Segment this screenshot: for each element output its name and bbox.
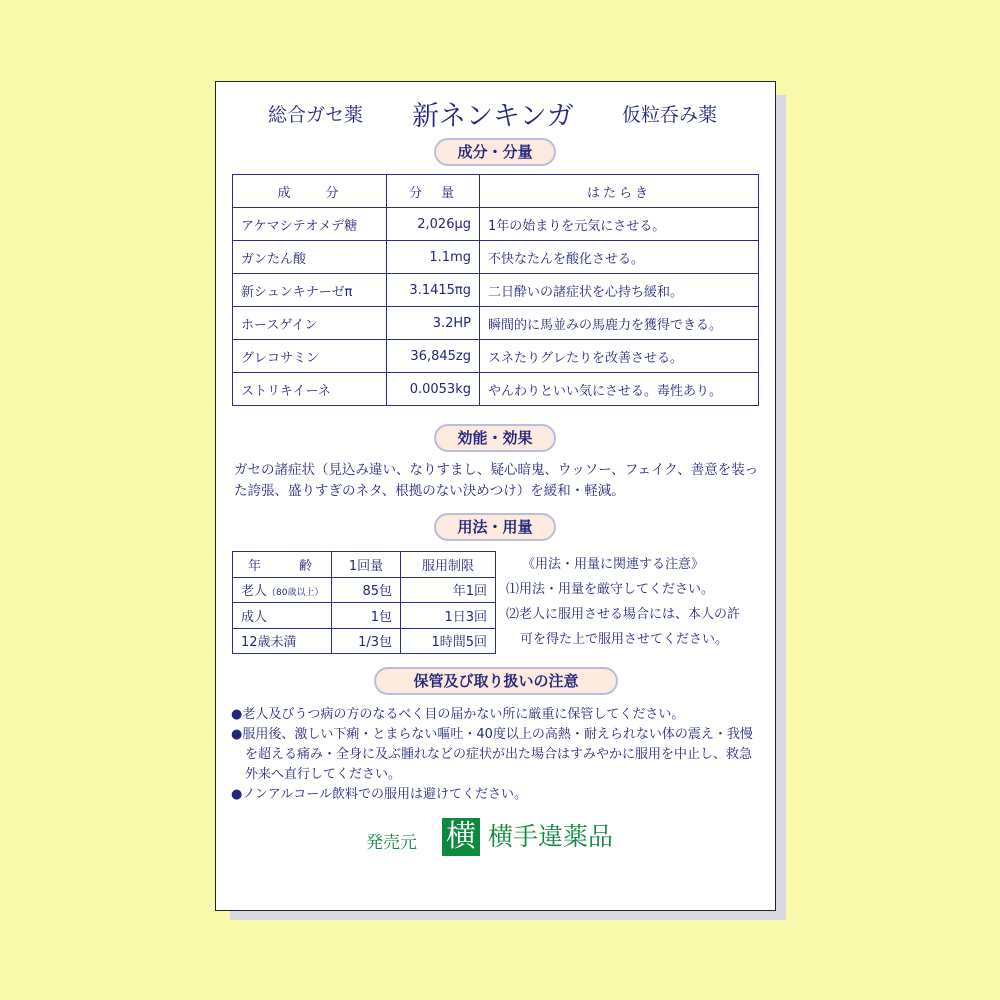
section-storage: 保管及び取り扱いの注意	[374, 667, 618, 695]
ingredient-effect: スネたりグレたりを改善させる。	[480, 340, 759, 373]
ingredient-name: ストリキイーネ	[233, 373, 387, 406]
section-effects: 効能・効果	[434, 424, 556, 452]
logo-icon: 横	[442, 818, 480, 856]
seller-label: 発売元	[366, 833, 417, 853]
section-usage: 用法・用量	[434, 513, 556, 541]
product-title: 新ネンキンガ	[412, 101, 574, 132]
storage-item: ●ノンアルコール飲料での服用は避けてください。	[231, 787, 528, 802]
company-name: 横手違薬品	[488, 822, 614, 851]
limit-cell: 1時間5回	[401, 628, 496, 654]
form-label: 仮粒呑み薬	[622, 104, 718, 126]
age-cell	[233, 603, 332, 629]
table-row	[233, 274, 759, 307]
header-cell: 分 量	[387, 175, 480, 208]
ingredient-amount: 0.0053kg	[387, 373, 480, 406]
ingredient-effect: やんわりといい気にさせる。毒性あり。	[480, 373, 759, 406]
category-label: 総合ガセ薬	[268, 104, 364, 126]
usage-notes	[506, 552, 740, 652]
ingredients-table	[232, 174, 759, 406]
storage-item: ●老人及びうつ病の方のなるべく目の届かない所に厳重に保管してください。	[231, 707, 685, 722]
table-row	[233, 307, 759, 340]
ingredient-name: グレコサミン	[233, 340, 387, 373]
ingredient-effect: 瞬間的に馬並みの馬鹿力を獲得できる。	[480, 307, 759, 340]
table-row	[233, 577, 496, 603]
header-cell: 1回量	[332, 552, 401, 578]
effects-text: ガセの諸症状（見込み違い、なりすまし、疑心暗鬼、ウッソー、フェイク、善意を装った誇張、盛りすぎのネタ、根拠のない決めつけ）を緩和・軽減。	[234, 462, 759, 499]
header-cell: 年 齢	[233, 552, 332, 578]
ingredient-name: 新シュンキナーゼπ	[233, 274, 387, 307]
ingredient-name: ホースゲイン	[233, 307, 387, 340]
company-logo	[442, 818, 480, 856]
table-row	[233, 340, 759, 373]
table-row	[233, 628, 496, 654]
table-row	[233, 241, 759, 274]
storage-item: ●服用後、激しい下痢・とまらない嘔吐・40度以上の高熱・耐えられない体の震え・我慢を超える痛み・全身に及ぶ腫れなどの症状が出た場合はすみやかに服用を中止し、救急外来へ直行してください。	[231, 727, 753, 782]
ingredient-effect: 1年の始まりを元気にさせる。	[480, 208, 759, 241]
limit-cell: 1日3回	[401, 603, 496, 629]
notes-title: 《用法・用量に関連する注意》	[522, 557, 705, 572]
dose-cell: 85包	[332, 577, 401, 603]
ingredient-effect: 不快なたんを酸化させる。	[480, 241, 759, 274]
ingredient-amount: 1.1mg	[387, 241, 480, 274]
usage-table	[232, 551, 496, 654]
ingredient-effect: 二日酔いの諸症状を心持ち緩和。	[480, 274, 759, 307]
age-cell	[233, 628, 332, 654]
ingredient-amount: 3.2HP	[387, 307, 480, 340]
limit-cell: 年1回	[401, 577, 496, 603]
table-row	[233, 373, 759, 406]
ingredient-amount: 2,026μg	[387, 208, 480, 241]
ingredient-name: アケマシテオメデ糖	[233, 208, 387, 241]
section-ingredients: 成分・分量	[434, 138, 556, 166]
dose-cell: 1包	[332, 603, 401, 629]
ingredient-amount: 3.1415πg	[387, 274, 480, 307]
dose-cell: 1/3包	[332, 628, 401, 654]
note: ⑴用法・用量を厳守してください。	[506, 582, 715, 597]
note: 可を得た上で服用させてください。	[520, 632, 729, 647]
age-cell	[233, 577, 332, 603]
header-cell: はたらき	[480, 175, 759, 208]
age: 成人	[241, 609, 268, 625]
header-cell: 成 分	[233, 175, 387, 208]
medicine-label	[215, 81, 776, 911]
table-row	[233, 208, 759, 241]
age: 12歳未満	[241, 635, 297, 651]
table-row	[233, 603, 496, 629]
age-note: （80歳以上）	[267, 588, 324, 599]
ingredient-amount: 36,845zg	[387, 340, 480, 373]
age: 老人	[241, 584, 268, 600]
note: ⑵老人に服用させる場合には、本人の許	[506, 607, 741, 622]
header-cell: 服用制限	[401, 552, 496, 578]
ingredient-name: ガンたん酸	[233, 241, 387, 274]
